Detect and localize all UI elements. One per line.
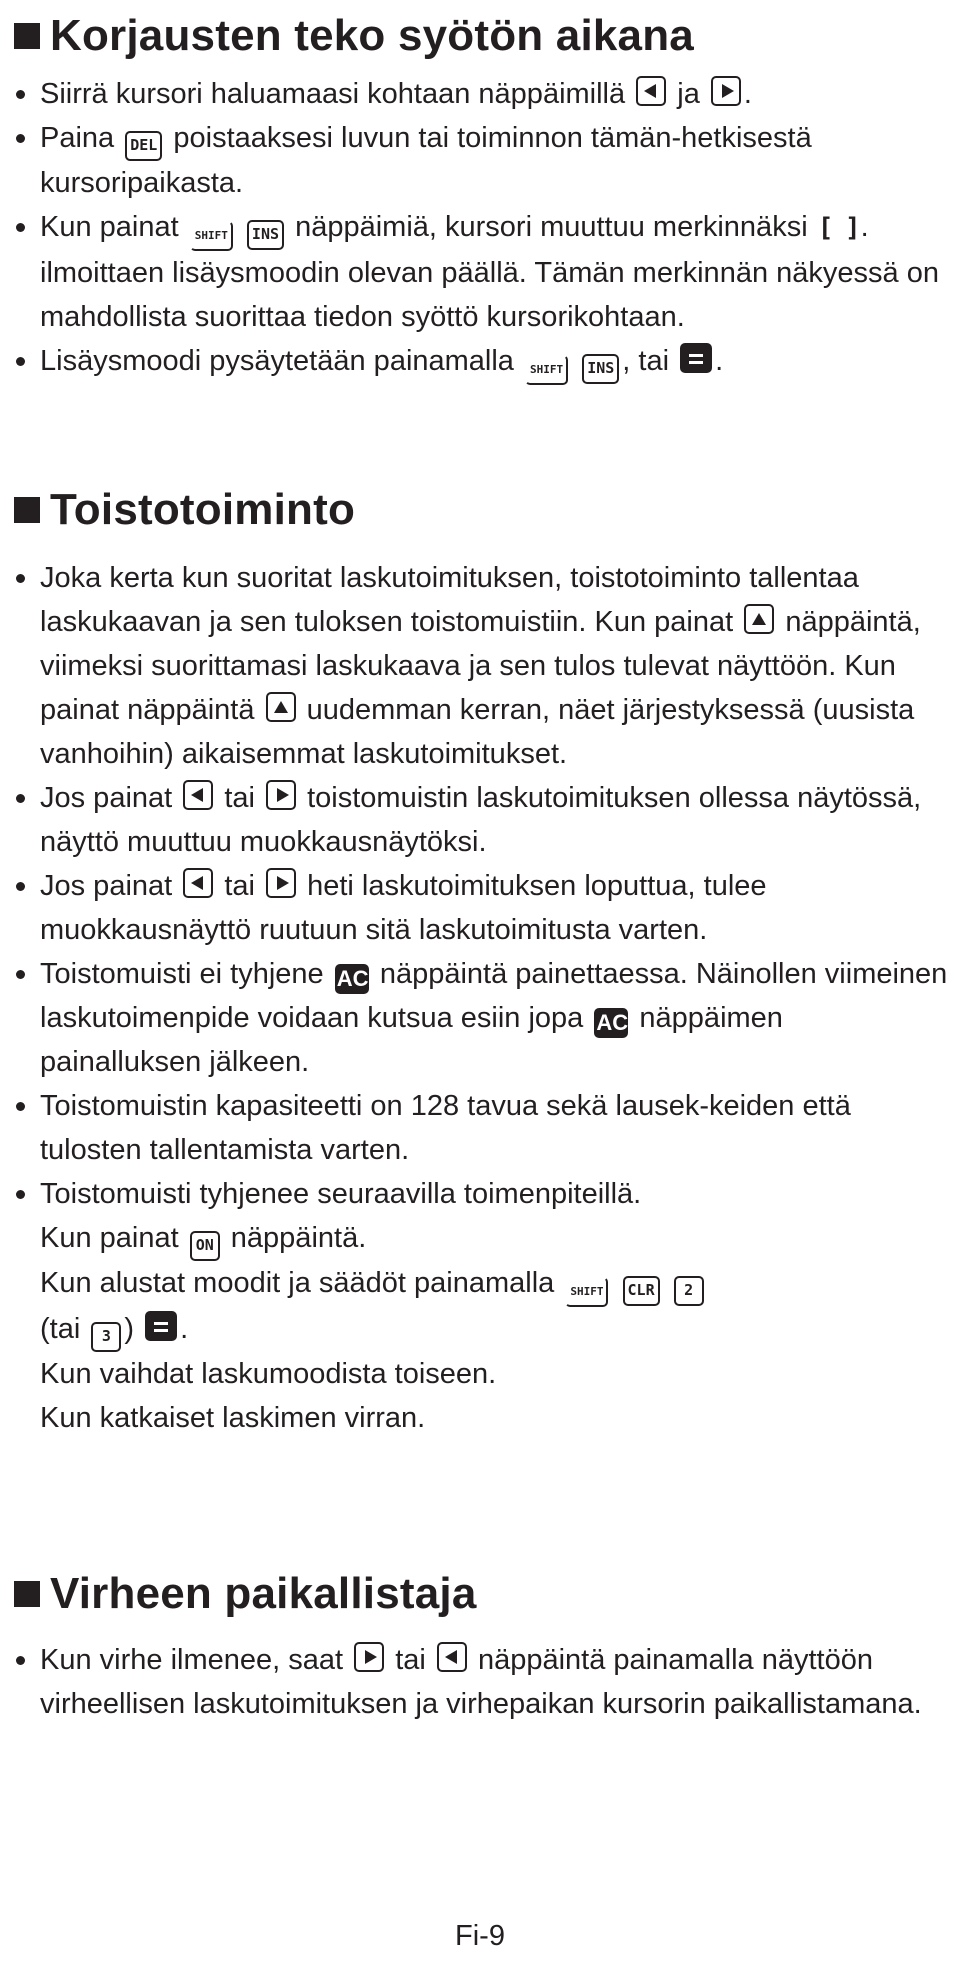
item-text: . ilmoittaen lisäysmoodin olevan päällä. Tämän merkinnän näkyessä on mahdollista suorittaa tiedon syöttö kursorikohtaan. [40,211,939,333]
list-item [12,776,952,864]
right-arrow-key-icon [354,1642,384,1672]
item-text: , tai [622,345,670,377]
item-text: tai [224,870,255,902]
two-key-icon: 2 [674,1276,704,1306]
item-text: poistaaksesi luvun tai toiminnon tämän-hetkisestä kursoripaikasta. [40,122,812,199]
item-text: Toistomuistin kapasiteetti on 128 tavua sekä lausek-keiden että tulosten tallentamista varten. [40,1090,851,1166]
list-subline [12,1216,952,1261]
item-text: näppäintä. [230,1222,367,1254]
up-arrow-key-icon [744,604,774,634]
item-text: Kun painat [40,211,179,243]
del-key-icon: DEL [125,131,162,161]
item-text: Kun vaihdat laskumoodista toiseen. [40,1358,497,1390]
section-heading [12,6,952,66]
item-text: näppäintä, viimeksi suorittamasi laskukaava ja sen tulos tulevat näyttöön. Kun painat näppäintä [40,606,921,726]
item-text: Jos painat [40,782,173,814]
left-arrow-key-icon [437,1642,467,1672]
item-text: Kun painat [40,1222,179,1254]
ins-key-icon: INS [247,220,284,250]
section-replay [12,480,952,1440]
list-subline [12,1307,952,1352]
item-text: Kun virhe ilmenee, saat [40,1644,344,1676]
list-subline [12,1352,952,1396]
list-subline [12,1396,952,1440]
item-text: Kun katkaiset laskimen virran. [40,1402,426,1434]
item-text: . [743,78,752,110]
insert-cursor-icon: [ ] [817,213,859,243]
heading-text: Virheen paikallistaja [50,1569,477,1618]
item-text: ) [124,1313,135,1345]
right-arrow-key-icon [266,780,296,810]
item-text: heti laskutoimituksen loputtua, tulee muokkausnäyttö ruutuun sitä laskutoimitusta varten. [40,870,767,946]
right-arrow-key-icon [711,76,741,106]
section-corrections [12,6,952,385]
section-heading [12,480,952,540]
item-text: . [715,345,724,377]
list-item [12,205,952,339]
item-text: Toistomuisti ei tyhjene [40,958,324,990]
list-item [12,952,952,1084]
list-item [12,864,952,952]
left-arrow-key-icon [636,76,666,106]
bullet-list [12,72,952,385]
item-text: Siirrä kursori haluamaasi kohtaan näppäimillä [40,78,626,110]
bullet-list [12,556,952,1440]
item-text: ja [677,78,700,110]
three-key-icon: 3 [91,1322,121,1352]
equals-key-icon [680,343,712,373]
item-text: (tai [40,1313,81,1345]
heading-square-icon [14,497,40,523]
list-subline [12,1261,952,1307]
section-error-locator [12,1564,952,1726]
item-text: näppäimen painalluksen jälkeen. [40,1002,783,1078]
shift-key-icon: SHIFT [190,221,233,251]
list-item [12,339,952,385]
heading-text: Toistotoiminto [50,485,356,534]
up-arrow-key-icon [266,692,296,722]
heading-square-icon [14,23,40,49]
heading-square-icon [14,1581,40,1607]
list-item [12,556,952,776]
item-text: toistomuistin laskutoimituksen ollessa näytössä, näyttö muuttuu muokkausnäytöksi. [40,782,922,858]
item-text: . [180,1313,189,1345]
on-key-icon: ON [190,1231,220,1261]
list-item [12,1172,952,1216]
item-text: Toistomuisti tyhjenee seuraavilla toimenpiteillä. [40,1178,642,1210]
item-text: tai [224,782,255,814]
section-heading [12,1564,952,1624]
list-item [12,1084,952,1172]
right-arrow-key-icon [266,868,296,898]
list-item [12,1638,952,1726]
left-arrow-key-icon [183,780,213,810]
item-text: Kun alustat moodit ja säädöt painamalla [40,1267,555,1299]
item-text: tai [395,1644,426,1676]
list-item [12,116,952,205]
list-item [12,72,952,116]
clr-key-icon: CLR [623,1276,660,1306]
item-text: uudemman kerran, näet järjestyksessä (uusista vanhoihin) aikaisemmat laskutoimitukset. [40,694,915,770]
item-text: Joka kerta kun suoritat laskutoimituksen, toistotoiminto tallentaa laskukaavan ja sen tuloksen toistomuistiin. Kun painat [40,562,859,638]
page-number: Fi-9 [455,1920,505,1952]
equals-key-icon [145,1311,177,1341]
heading-text: Korjausten teko syötön aikana [50,11,694,60]
ac-key-icon: AC [335,964,369,994]
ins-key-icon: INS [582,354,619,384]
item-text: näppäintä painettaessa. Näinollen viimeinen laskutoimenpide voidaan kutsua esiin jopa [40,958,948,1034]
item-text: näppäimiä, kursori muuttuu merkinnäksi [295,211,808,243]
left-arrow-key-icon [183,868,213,898]
shift-key-icon: SHIFT [565,1277,608,1307]
ac-key-icon: AC [594,1008,628,1038]
item-text: Lisäysmoodi pysäytetään painamalla [40,345,514,377]
item-text: Jos painat [40,870,173,902]
item-text: näppäintä painamalla näyttöön virheellisen laskutoimituksen ja virhepaikan kursorin paikallistamana. [40,1644,922,1720]
bullet-list [12,1638,952,1726]
item-text: Paina [40,122,115,154]
shift-key-icon: SHIFT [525,355,568,385]
